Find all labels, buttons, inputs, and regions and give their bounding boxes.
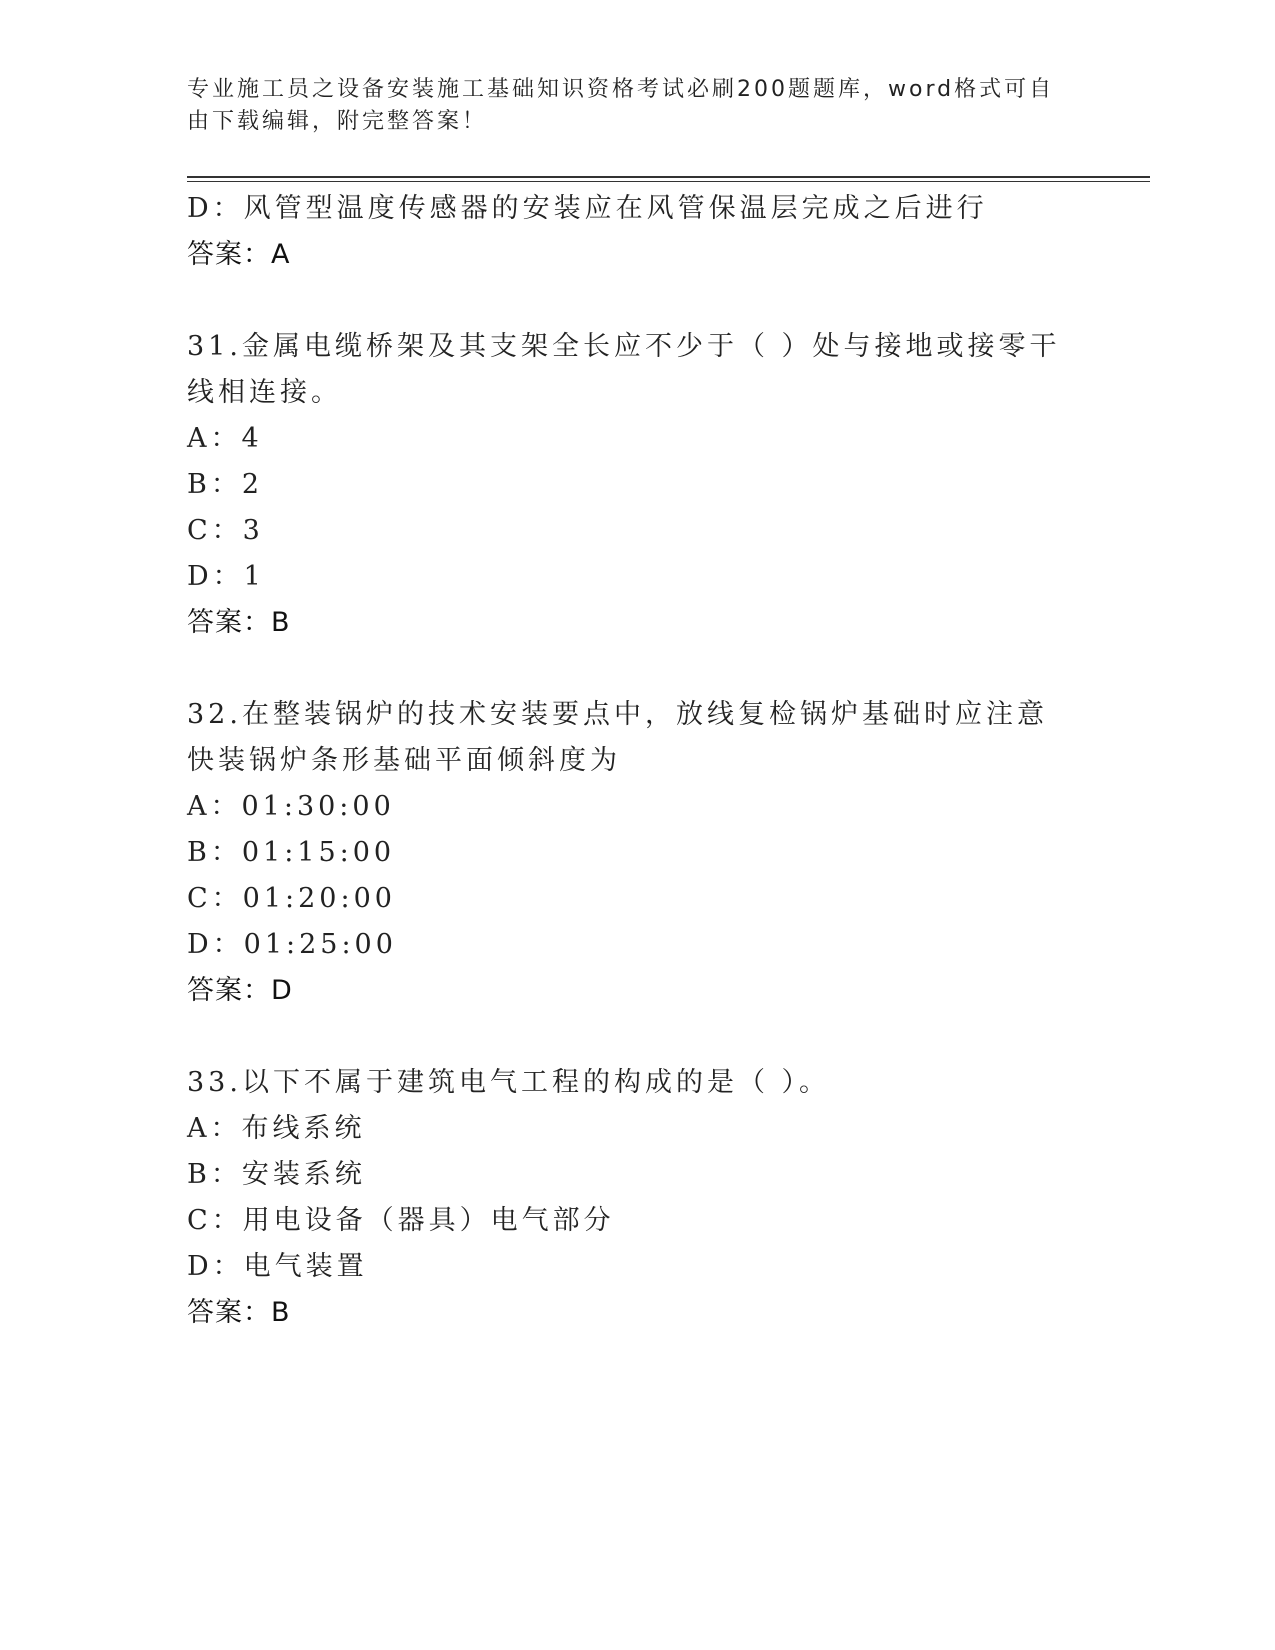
question-32 — [187, 692, 1087, 1014]
document-body — [187, 186, 1087, 1336]
option-b: B：01:15:00 — [187, 837, 396, 868]
previous-question-tail — [187, 186, 1087, 278]
question-31 — [187, 324, 1087, 646]
answer-line: 答案：D — [187, 975, 293, 1006]
option-c: C：用电设备（器具）电气部分 — [187, 1205, 615, 1236]
header-divider-thick — [187, 176, 1150, 178]
option-a: A：01:30:00 — [187, 791, 395, 822]
option-d: D：风管型温度传感器的安装应在风管保温层完成之后进行 — [187, 193, 988, 224]
spacer — [187, 646, 1087, 692]
question-text: 33.以下不属于建筑电气工程的构成的是（ ）。 — [187, 1067, 831, 1098]
answer-line: 答案：A — [187, 239, 291, 270]
spacer — [187, 1014, 1087, 1060]
question-33 — [187, 1060, 1087, 1336]
option-d: D：1 — [187, 561, 265, 592]
answer-line: 答案：B — [187, 1297, 291, 1328]
option-a: A：4 — [187, 423, 263, 454]
spacer — [187, 278, 1087, 324]
question-text: 32.在整装锅炉的技术安装要点中，放线复检锅炉基础时应注意快装锅炉条形基础平面倾斜度为 — [187, 699, 1048, 776]
answer-line: 答案：B — [187, 607, 291, 638]
option-b: B：2 — [187, 469, 264, 500]
option-d: D：01:25:00 — [187, 929, 397, 960]
question-text: 31.金属电缆桥架及其支架全长应不少于（ ）处与接地或接零干线相连接。 — [187, 331, 1061, 408]
option-c: C：3 — [187, 515, 264, 546]
option-b: B：安装系统 — [187, 1159, 366, 1190]
document-header-title: 专业施工员之设备安装施工基础知识资格考试必刷200题题库，word格式可自由下载编辑，附完整答案！ — [187, 77, 1055, 134]
header-divider-thin — [187, 181, 1150, 182]
option-d: D：电气装置 — [187, 1251, 368, 1282]
option-a: A：布线系统 — [187, 1113, 366, 1144]
option-c: C：01:20:00 — [187, 883, 396, 914]
